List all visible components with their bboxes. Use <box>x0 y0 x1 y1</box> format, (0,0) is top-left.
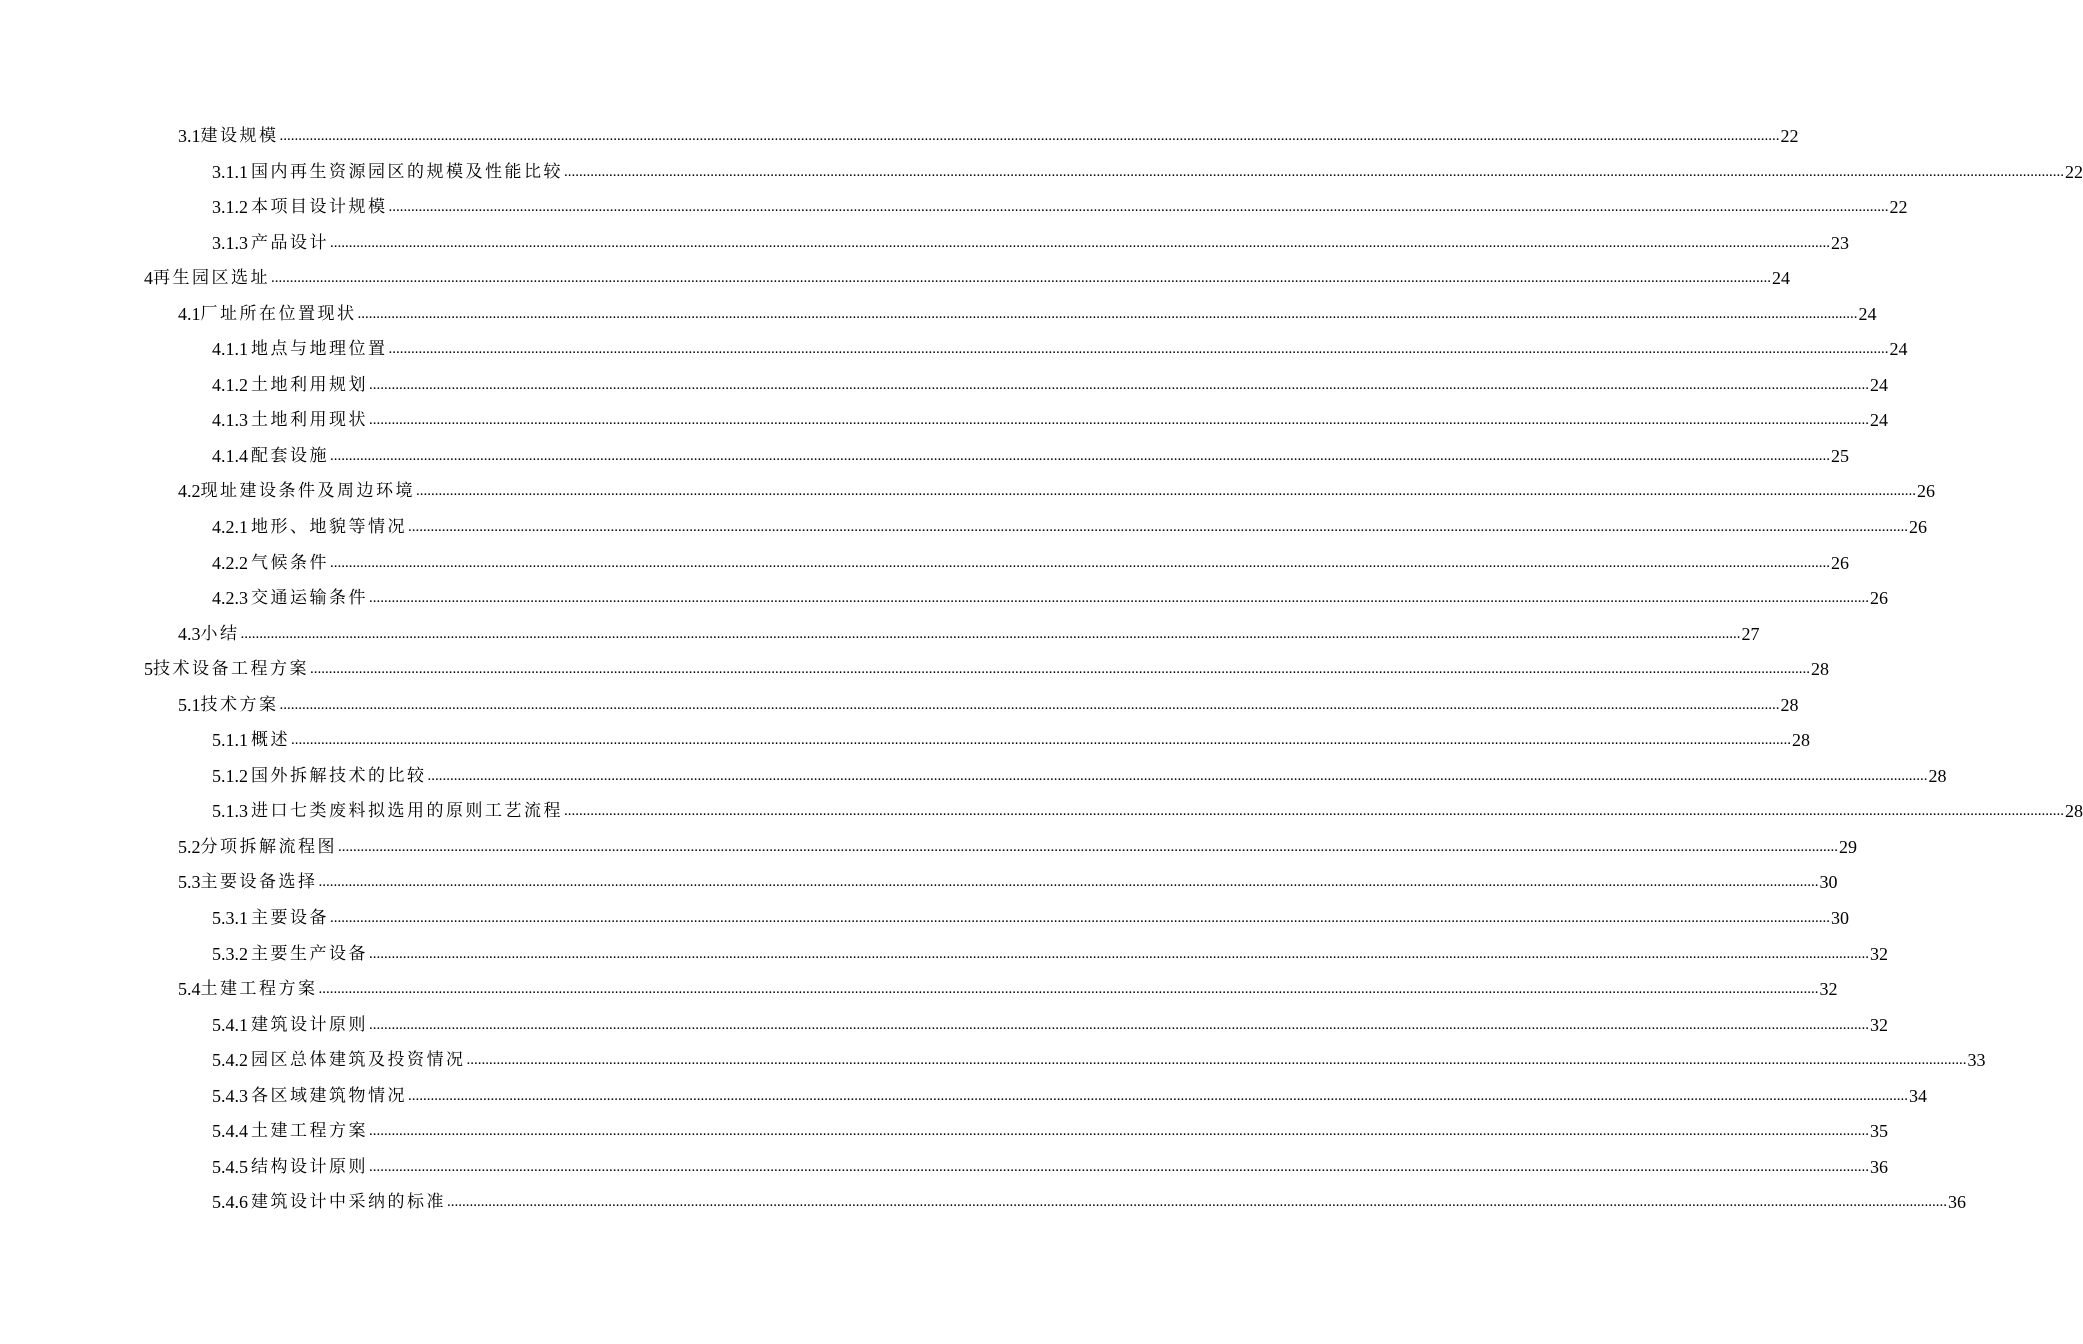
toc-page-number: 24 <box>1889 339 1908 360</box>
toc-page-number: 26 <box>1870 588 1888 609</box>
toc-entry[interactable] <box>0 155 2083 191</box>
toc-section-number: 4.2 <box>178 481 201 502</box>
toc-dot-leader: ................................................................................................................................................................................................................................................................................................................................................................................................................ <box>388 341 1889 358</box>
toc-section-title: 各区域建筑物情况 <box>251 1085 407 1106</box>
toc-entry[interactable] <box>0 297 1877 333</box>
toc-section-title: 技术方案 <box>200 694 279 715</box>
toc-section-title: 主要设备选择 <box>200 872 318 893</box>
toc-section-number: 5.3.2 <box>212 943 248 964</box>
toc-entry[interactable] <box>0 937 1888 973</box>
toc-entry-line <box>212 943 1888 964</box>
toc-section-number: 4.1.3 <box>212 410 248 431</box>
toc-dot-leader: ................................................................................................................................................................................................................................................................................................................................................................................................................ <box>369 1123 1869 1140</box>
toc-dot-leader: ................................................................................................................................................................................................................................................................................................................................................................................................................ <box>369 412 1869 429</box>
toc-entry[interactable] <box>0 226 1849 262</box>
toc-entry-line <box>178 623 1760 644</box>
toc-dot-leader: ................................................................................................................................................................................................................................................................................................................................................................................................................ <box>369 945 1869 962</box>
toc-page-number: 30 <box>1819 872 1838 893</box>
toc-entry[interactable] <box>0 865 1838 901</box>
toc-section-number: 5.4.4 <box>212 1121 248 1142</box>
toc-section-title: 主要设备 <box>251 908 329 929</box>
toc-page-number: 27 <box>1741 623 1760 644</box>
toc-page-number: 23 <box>1831 232 1849 253</box>
toc-entry[interactable] <box>0 581 1888 617</box>
toc-section-number: 4.2.2 <box>212 552 248 573</box>
toc-entry-line <box>212 374 1888 395</box>
toc-section-title: 技术设备工程方案 <box>153 659 309 680</box>
toc-page-number: 28 <box>1780 694 1799 715</box>
toc-page-number: 36 <box>1948 1192 1966 1213</box>
toc-page-number: 34 <box>1909 1085 1927 1106</box>
toc-section-title: 土地利用现状 <box>251 410 368 431</box>
toc-dot-leader: ................................................................................................................................................................................................................................................................................................................................................................................................................ <box>357 305 1858 322</box>
toc-dot-leader: ................................................................................................................................................................................................................................................................................................................................................................................................................ <box>466 1052 1967 1069</box>
toc-entry-line <box>212 1121 1888 1142</box>
toc-section-title: 土地利用规划 <box>251 374 368 395</box>
toc-section-number: 5.1 <box>178 694 201 715</box>
toc-section-title: 气候条件 <box>251 552 329 573</box>
toc-dot-leader: ................................................................................................................................................................................................................................................................................................................................................................................................................ <box>369 1158 1869 1175</box>
toc-entry-line <box>178 481 1935 502</box>
toc-section-number: 5.3.1 <box>212 908 248 929</box>
toc-dot-leader: ................................................................................................................................................................................................................................................................................................................................................................................................................ <box>271 270 1771 287</box>
toc-section-number: 4.3 <box>178 623 201 644</box>
toc-dot-leader: ................................................................................................................................................................................................................................................................................................................................................................................................................ <box>388 199 1889 216</box>
toc-page-number: 24 <box>1870 410 1888 431</box>
toc-section-number: 3.1.3 <box>212 232 248 253</box>
toc-section-number: 3.1.2 <box>212 197 248 218</box>
toc-section-title: 建筑设计中采纳的标准 <box>251 1192 446 1213</box>
toc-entry[interactable] <box>0 403 1888 439</box>
toc-section-title: 土建工程方案 <box>251 1121 368 1142</box>
toc-dot-leader: ................................................................................................................................................................................................................................................................................................................................................................................................................ <box>369 1016 1869 1033</box>
toc-section-title: 土建工程方案 <box>200 979 318 1000</box>
toc-entry-line <box>144 268 1790 289</box>
toc-page-number: 26 <box>1917 481 1935 502</box>
toc-section-number: 5.4.2 <box>212 1050 248 1071</box>
toc-entry[interactable] <box>0 688 1799 724</box>
toc-entry[interactable] <box>0 190 1908 226</box>
toc-section-number: 3.1 <box>178 126 201 146</box>
toc-page-number: 28 <box>1792 730 1810 751</box>
toc-dot-leader: ................................................................................................................................................................................................................................................................................................................................................................................................................ <box>369 376 1869 393</box>
toc-section-number: 5.3 <box>178 872 201 893</box>
toc-dot-leader: ................................................................................................................................................................................................................................................................................................................................................................................................................ <box>330 910 1830 927</box>
toc-page-number: 24 <box>1858 303 1877 324</box>
toc-section-title: 小结 <box>200 623 240 644</box>
toc-entry-line <box>212 410 1888 431</box>
toc-section-number: 5.2 <box>178 836 201 857</box>
toc-page-number: 29 <box>1839 836 1857 857</box>
toc-dot-leader: ................................................................................................................................................................................................................................................................................................................................................................................................................ <box>564 163 2064 180</box>
toc-entry-line <box>212 588 1888 609</box>
toc-section-title: 厂址所在位置现状 <box>200 303 357 324</box>
toc-entry-line <box>212 161 2083 182</box>
toc-section-title: 国外拆解技术的比较 <box>251 765 427 786</box>
toc-section-title: 地形、地貌等情况 <box>251 517 407 538</box>
toc-dot-leader: ................................................................................................................................................................................................................................................................................................................................................................................................................ <box>330 554 1830 571</box>
toc-entry[interactable] <box>0 972 1838 1008</box>
toc-section-number: 4.2.1 <box>212 517 248 538</box>
toc-section-number: 4.2.3 <box>212 588 248 609</box>
toc-entry[interactable] <box>0 759 1947 795</box>
toc-entry[interactable] <box>0 510 1927 546</box>
toc-section-title: 国内再生资源园区的规模及性能比较 <box>251 161 563 182</box>
toc-page-number: 32 <box>1819 979 1838 1000</box>
toc-section-number: 5.1.3 <box>212 801 248 822</box>
toc-page-number: 26 <box>1909 517 1927 538</box>
toc-entry[interactable] <box>0 439 1849 475</box>
toc-page-number: 22 <box>1889 197 1908 218</box>
toc-page-number: 25 <box>1831 445 1849 466</box>
toc-section-title: 交通运输条件 <box>251 588 368 609</box>
toc-section-title: 本项目设计规模 <box>251 197 388 218</box>
toc-entry[interactable] <box>0 1150 1888 1186</box>
toc-section-title: 配套设施 <box>251 445 329 466</box>
toc-entry-line <box>178 126 1799 146</box>
toc-dot-leader: ................................................................................................................................................................................................................................................................................................................................................................................................................ <box>330 447 1830 464</box>
toc-entry[interactable] <box>0 794 2083 830</box>
toc-entry-line <box>212 730 1810 751</box>
toc-entry-line <box>212 1050 1986 1071</box>
toc-dot-leader: ................................................................................................................................................................................................................................................................................................................................................................................................................ <box>338 838 1838 855</box>
toc-page-number: 28 <box>1928 765 1947 786</box>
toc-dot-leader: ................................................................................................................................................................................................................................................................................................................................................................................................................ <box>416 483 1916 500</box>
toc-page-number: 33 <box>1967 1050 1986 1071</box>
toc-dot-leader: ................................................................................................................................................................................................................................................................................................................................................................................................................ <box>427 767 1928 784</box>
toc-entry[interactable] <box>0 546 1849 582</box>
toc-section-number: 4 <box>144 268 153 289</box>
toc-entry[interactable] <box>0 368 1888 404</box>
toc-dot-leader: ................................................................................................................................................................................................................................................................................................................................................................................................................ <box>330 234 1830 251</box>
table-of-contents <box>0 119 2083 1221</box>
toc-page-number: 22 <box>1780 126 1799 146</box>
toc-section-title: 主要生产设备 <box>251 943 368 964</box>
toc-entry[interactable] <box>0 1079 1927 1115</box>
toc-entry-line <box>212 552 1849 573</box>
toc-dot-leader: ................................................................................................................................................................................................................................................................................................................................................................................................................ <box>369 590 1869 607</box>
toc-section-title: 地点与地理位置 <box>251 339 388 360</box>
toc-section-title: 产品设计 <box>251 232 329 253</box>
toc-entry-line <box>212 339 1908 360</box>
toc-section-title: 分项拆解流程图 <box>200 836 337 857</box>
toc-entry-line <box>144 659 1829 680</box>
toc-entry[interactable] <box>0 1043 1986 1079</box>
toc-section-number: 5.4.3 <box>212 1085 248 1106</box>
toc-entry[interactable] <box>0 617 1760 653</box>
toc-section-number: 5.1.1 <box>212 730 248 751</box>
toc-entry[interactable] <box>0 332 1908 368</box>
toc-entry-line <box>212 232 1849 253</box>
toc-page-number: 24 <box>1870 374 1888 395</box>
toc-entry-line <box>212 197 1908 218</box>
toc-entry-line <box>178 979 1838 1000</box>
toc-section-number: 5.1.2 <box>212 765 248 786</box>
toc-page-number: 30 <box>1831 908 1849 929</box>
toc-section-title: 建筑设计原则 <box>251 1014 368 1035</box>
toc-section-number: 4.1.1 <box>212 339 248 360</box>
toc-entry[interactable] <box>0 1185 1966 1221</box>
toc-dot-leader: ................................................................................................................................................................................................................................................................................................................................................................................................................ <box>408 519 1908 536</box>
toc-page-number: 26 <box>1831 552 1849 573</box>
toc-entry[interactable] <box>0 119 1799 155</box>
toc-page-number: 28 <box>1811 659 1829 680</box>
toc-section-number: 3.1.1 <box>212 161 248 182</box>
toc-entry[interactable] <box>0 261 1790 297</box>
toc-entry-line <box>212 1085 1927 1106</box>
toc-section-title: 结构设计原则 <box>251 1156 368 1177</box>
toc-section-number: 4.1.4 <box>212 445 248 466</box>
toc-section-number: 5 <box>144 659 153 680</box>
toc-dot-leader: ................................................................................................................................................................................................................................................................................................................................................................................................................ <box>447 1194 1947 1211</box>
toc-entry[interactable] <box>0 474 1935 510</box>
toc-entry-line <box>212 765 1947 786</box>
toc-section-title: 现址建设条件及周边环境 <box>200 481 415 502</box>
toc-section-number: 4.1 <box>178 303 201 324</box>
toc-entry[interactable] <box>0 901 1849 937</box>
toc-entry[interactable] <box>0 723 1810 759</box>
toc-section-title: 进口七类废料拟选用的原则工艺流程 <box>251 801 563 822</box>
toc-dot-leader: ................................................................................................................................................................................................................................................................................................................................................................................................................ <box>279 696 1780 713</box>
toc-page-number: 28 <box>2065 801 2083 822</box>
toc-entry-line <box>212 1192 1966 1213</box>
toc-entry-line <box>212 801 2083 822</box>
toc-section-number: 5.4 <box>178 979 201 1000</box>
toc-dot-leader: ................................................................................................................................................................................................................................................................................................................................................................................................................ <box>240 625 1741 642</box>
toc-section-title: 概述 <box>251 730 290 751</box>
toc-section-title: 园区总体建筑及投资情况 <box>251 1050 466 1071</box>
toc-entry[interactable] <box>0 652 1829 688</box>
toc-entry[interactable] <box>0 1114 1888 1150</box>
toc-entry-line <box>212 1014 1888 1035</box>
toc-entry-line <box>178 872 1838 893</box>
toc-entry[interactable] <box>0 1008 1888 1044</box>
toc-dot-leader: ................................................................................................................................................................................................................................................................................................................................................................................................................ <box>564 803 2064 820</box>
toc-entry-line <box>178 836 1857 857</box>
toc-dot-leader: ................................................................................................................................................................................................................................................................................................................................................................................................................ <box>310 661 1810 678</box>
toc-entry-line <box>212 908 1849 929</box>
toc-dot-leader: ................................................................................................................................................................................................................................................................................................................................................................................................................ <box>318 981 1819 998</box>
toc-page-number: 22 <box>2065 161 2083 182</box>
toc-entry-line <box>178 694 1799 715</box>
toc-section-number: 5.4.5 <box>212 1156 248 1177</box>
toc-entry-line <box>178 303 1877 324</box>
toc-page-number: 32 <box>1870 943 1888 964</box>
toc-section-number: 5.4.6 <box>212 1192 248 1213</box>
toc-dot-leader: ................................................................................................................................................................................................................................................................................................................................................................................................................ <box>318 874 1819 891</box>
toc-section-title: 再生园区选址 <box>153 268 270 289</box>
toc-section-title: 建设规模 <box>200 126 279 146</box>
toc-page-number: 36 <box>1870 1156 1888 1177</box>
toc-dot-leader: ................................................................................................................................................................................................................................................................................................................................................................................................................ <box>408 1087 1908 1104</box>
toc-section-number: 5.4.1 <box>212 1014 248 1035</box>
toc-entry[interactable] <box>0 830 1857 866</box>
toc-entry-line <box>212 445 1849 466</box>
toc-entry-line <box>212 517 1927 538</box>
toc-entry-line <box>212 1156 1888 1177</box>
toc-page-number: 35 <box>1870 1121 1888 1142</box>
toc-page-number: 32 <box>1870 1014 1888 1035</box>
toc-dot-leader: ................................................................................................................................................................................................................................................................................................................................................................................................................ <box>291 732 1791 749</box>
toc-page-number: 24 <box>1772 268 1790 289</box>
toc-dot-leader: ................................................................................................................................................................................................................................................................................................................................................................................................................ <box>279 128 1780 144</box>
toc-section-number: 4.1.2 <box>212 374 248 395</box>
